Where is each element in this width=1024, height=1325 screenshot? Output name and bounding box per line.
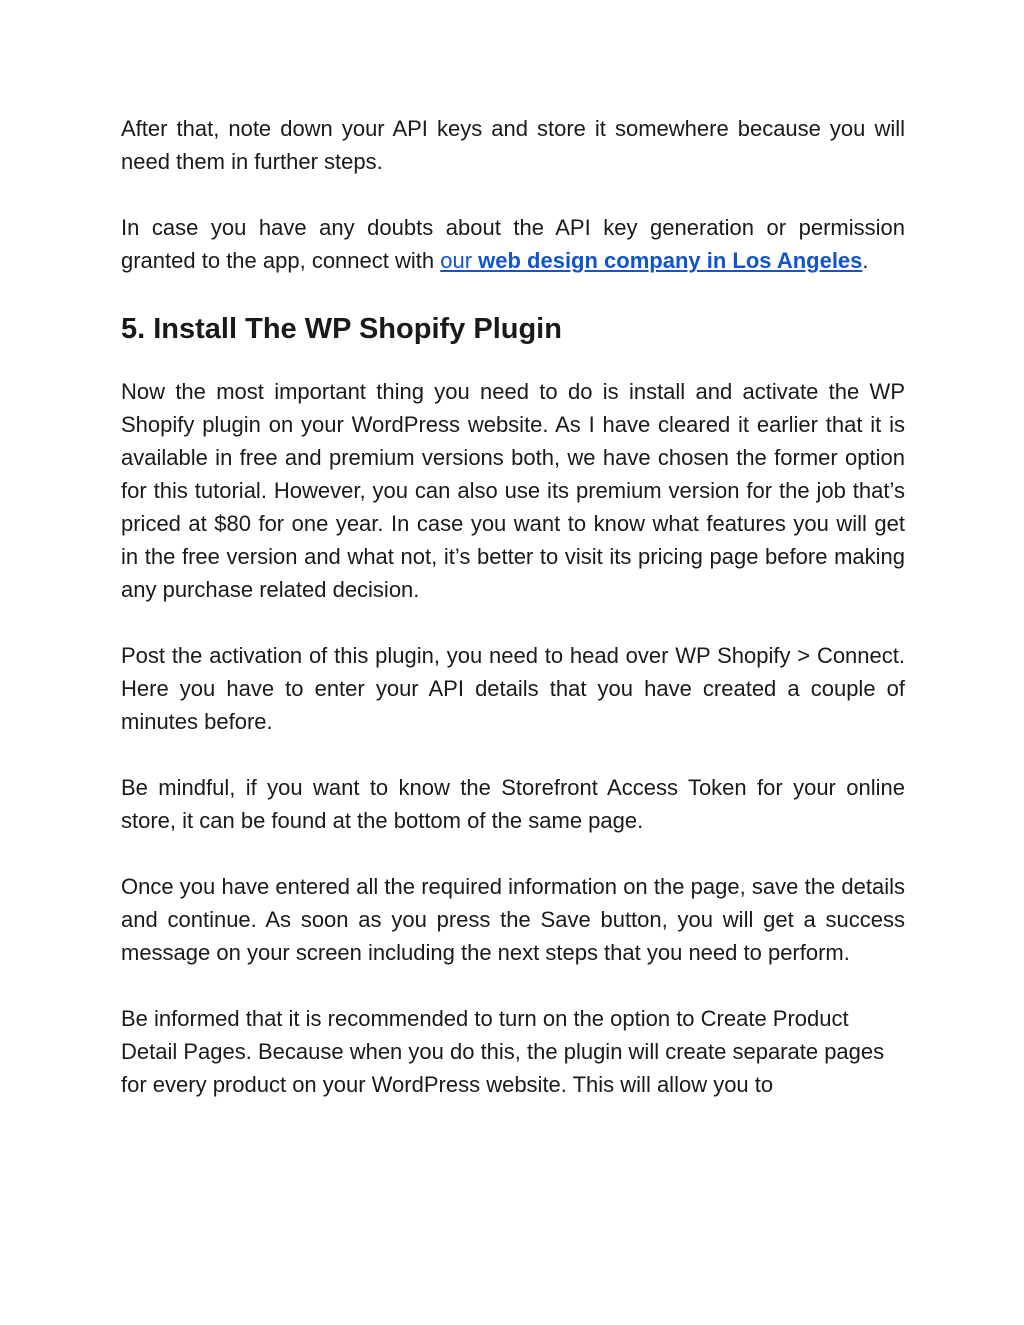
web-design-company-link[interactable] [440,248,862,273]
doubts-text: In case you have any doubts about the API key generation or permission granted to the app, connect with [121,215,905,273]
doubts-end: . [862,248,869,273]
paragraph-doubts [121,211,905,277]
link-bold-text: web design company in Los Angeles [478,248,863,273]
paragraph-install: Now the most important thing you need to do is install and activate the WP Shopify plugin on your WordPress website. As I have cleared it earlier that it is available in free and premium versions both, we have chosen the former option for this tutorial. However, you can also use its premium version for the job that’s priced at $80 for one year. In case you want to know what features you will get in the free version and what not, it’s better to visit its pricing page before making any purchase related decision. [121,379,905,602]
paragraph-product-pages: Be informed that it is recommended to turn on the option to Create Product Detail Pages. Because when you do this, the plugin will create separate pages for every product on your WordPress website. This will allow you to [121,1006,885,1097]
section-heading: 5. Install The WP Shopify Plugin [121,313,562,345]
paragraph-activation: Post the activation of this plugin, you need to head over WP Shopify > Connect. Here you have to enter your API details that you have created a couple of minutes before. [121,643,905,734]
paragraph-save-details: Once you have entered all the required information on the page, save the details and continue. As soon as you press the Save button, you will get a success message on your screen including the next steps that you need to perform. [121,874,905,965]
document-page [121,112,905,1101]
paragraph-api-keys: After that, note down your API keys and store it somewhere because you will need them in further steps. [121,116,905,174]
link-prefix: our [440,248,479,273]
paragraph-storefront-token: Be mindful, if you want to know the Storefront Access Token for your online store, it can be found at the bottom of the same page. [121,775,905,833]
